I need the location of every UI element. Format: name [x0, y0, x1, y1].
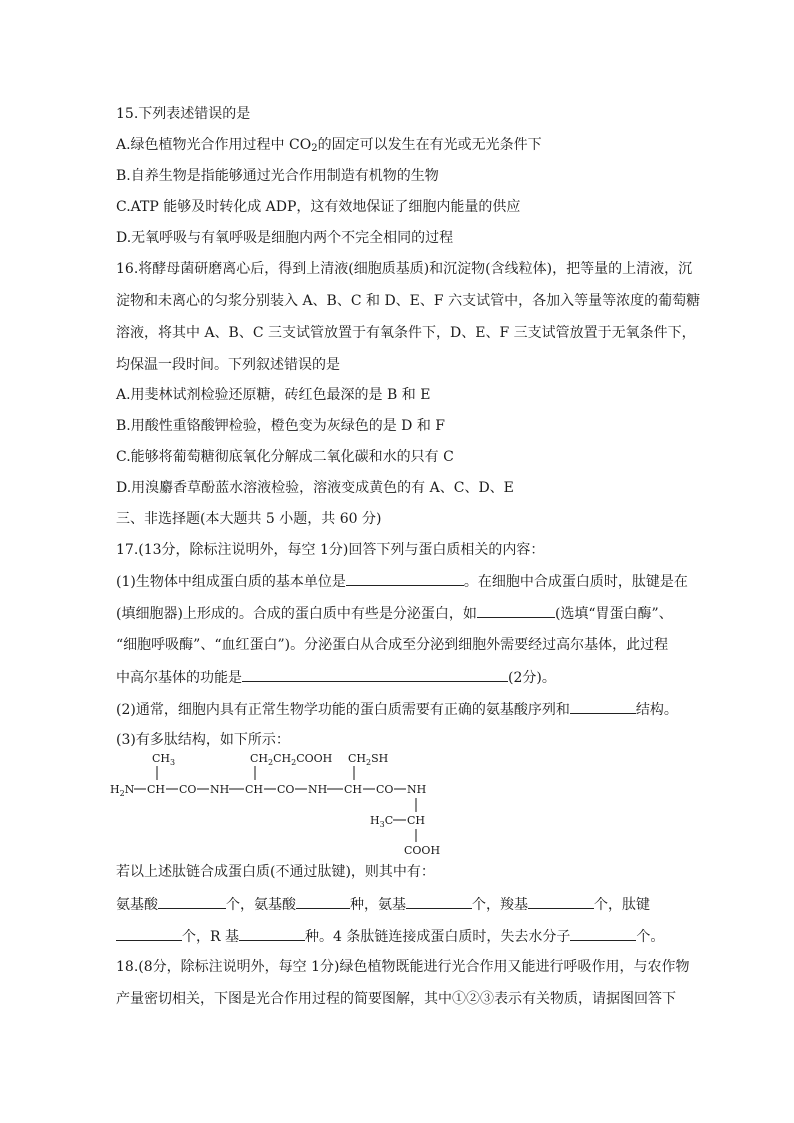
q15-option-b: B.自养生物是指能够通过光合作用制造有机物的生物 — [116, 168, 439, 184]
side-chain-ch3: $CH_3$ — [152, 752, 176, 767]
q16-stem-line4: 均保温一段时间。下列叙述错误的是 — [116, 357, 340, 373]
answer-blank[interactable] — [528, 895, 594, 909]
q17-part3-prompt: 若以上述肽链合成蛋白质(不通过肽键)，则其中有： — [116, 864, 435, 880]
carbonyl: CO — [376, 783, 394, 796]
answer-blank[interactable] — [239, 927, 305, 941]
q17-heading: 17.(13分，除标注说明外，每空 1分)回答下列与蛋白质相关的内容： — [116, 542, 545, 558]
q17-part3: (3)有多肽结构，如下所示： — [116, 732, 290, 748]
methyl-group: $H_3C$ — [370, 814, 394, 829]
carbonyl: CO — [277, 783, 295, 796]
q16-option-b: B.用酸性重铬酸钾检验，橙色变为灰绿色的是 D 和 F — [116, 418, 446, 434]
amino-terminus: $H_2N$ — [110, 783, 135, 798]
answer-blank[interactable] — [570, 927, 636, 941]
q15-option-a: A.绿色植物光合作用过程中 $CO_2$的固定可以发生在有光或无光条件下 — [116, 137, 542, 154]
answer-blank[interactable] — [346, 572, 464, 586]
q17-part1-line1: (1)生物体中组成蛋白质的基本单位是 。在细胞中合成蛋白质时，肽键是在 — [116, 574, 688, 590]
q15-stem: 15.下列表述错误的是 — [116, 106, 251, 122]
amide-nh: NH — [210, 783, 230, 796]
amide-nh: NH — [407, 783, 427, 796]
carboxyl-terminus: COOH — [404, 844, 441, 857]
amide-nh: NH — [308, 783, 328, 796]
q16-stem-line1: 16.将酵母菌研磨离心后，得到上清液(细胞质基质)和沉淀物(含线粒体)，把等量的上清液，沉 — [116, 261, 693, 277]
q16-stem-line3: 溶液，将其中 A、B、C 三支试管放置于有氧条件下，D、E、F 三支试管放置于无氧条件下， — [116, 325, 696, 341]
q18-stem-line2: 产量密切相关，下图是光合作用过程的简要图解，其中①②③表示有关物质，请据图回答下 — [116, 991, 676, 1007]
q15-option-d: D.无氧呼吸与有氧呼吸是细胞内两个不完全相同的过程 — [116, 230, 454, 246]
alpha-carbon: CH — [407, 814, 426, 827]
q17-part1-line4: 中高尔基体的功能是 (2分)。 — [116, 670, 556, 686]
answer-blank[interactable] — [477, 604, 555, 618]
alpha-carbon: CH — [147, 783, 166, 796]
side-chain-ch2sh: $CH_2SH$ — [348, 752, 389, 767]
q17-part2: (2)通常，细胞内具有正常生物学功能的蛋白质需要有正确的氨基酸序列和 结构。 — [116, 702, 678, 718]
q16-stem-line2: 淀物和未离心的匀浆分别装入 A、B、C 和 D、E、F 六支试管中，各加入等量等浓度的葡萄糖 — [116, 293, 701, 309]
q16-option-d: D.用溴麝香草酚蓝水溶液检验，溶液变成黄色的有 A、C、D、E — [116, 480, 514, 496]
side-chain-ch2ch2cooh: $CH_2CH_2COOH$ — [250, 752, 333, 767]
q17-part3-answers-line1: 氨基酸 个，氨基酸 种，氨基 个，羧基 个，肽键 — [116, 897, 650, 913]
answer-blank[interactable] — [296, 895, 350, 909]
answer-blank[interactable] — [158, 895, 226, 909]
carbonyl: CO — [179, 783, 197, 796]
q16-option-c: C.能够将葡萄糖彻底氧化分解成二氧化碳和水的只有 C — [116, 449, 454, 465]
alpha-carbon: CH — [344, 783, 363, 796]
polypeptide-structure — [110, 748, 470, 858]
q17-part1-line3: “细胞呼吸酶”、“血红蛋白”)。分泌蛋白从合成至分泌到细胞外需要经过高尔基体，此过程 — [116, 637, 669, 653]
q15-option-c: C.ATP 能够及时转化成 ADP，这有效地保证了细胞内能量的供应 — [116, 199, 521, 215]
answer-blank[interactable] — [242, 668, 508, 682]
answer-blank[interactable] — [406, 895, 472, 909]
q17-part1-line2: (填细胞器)上形成的。合成的蛋白质中有些是分泌蛋白，如 (选填“胃蛋白酶”、 — [116, 606, 673, 622]
answer-blank[interactable] — [570, 700, 636, 714]
answer-blank[interactable] — [116, 927, 182, 941]
section-heading: 三、非选择题(本大题共 5 小题，共 60 分) — [116, 511, 382, 527]
q17-part3-answers-line2: 个，R 基 种。4 条肽链连接成蛋白质时，失去水分子 个。 — [116, 927, 664, 946]
q16-option-a: A.用斐林试剂检验还原糖，砖红色最深的是 B 和 E — [116, 387, 431, 403]
q18-stem-line1: 18.(8分，除标注说明外，每空 1分)绿色植物既能进行光合作用又能进行呼吸作用，与农作物 — [116, 959, 690, 975]
alpha-carbon: CH — [245, 783, 264, 796]
